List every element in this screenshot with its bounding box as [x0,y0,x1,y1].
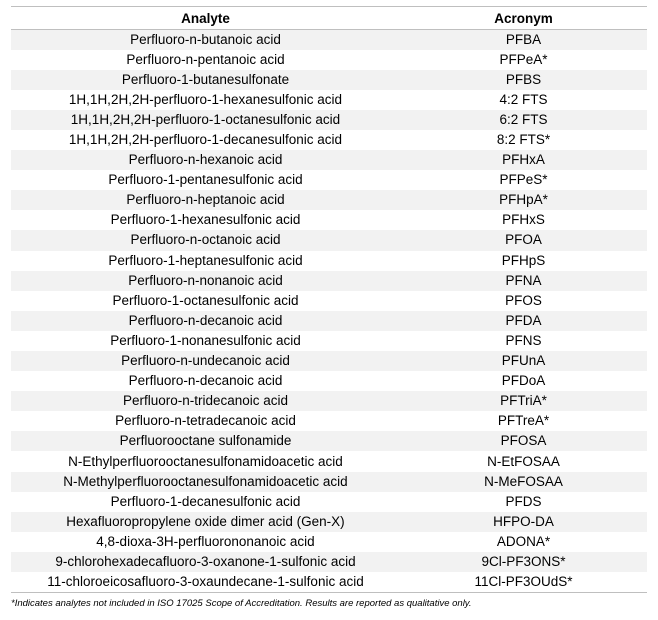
header-acronym: Acronym [400,7,647,30]
analyte-cell: Perfluoro-1-octanesulfonic acid [11,291,400,311]
acronym-cell: 9Cl-PF3ONS* [400,552,647,572]
table-row [11,150,647,170]
table-row [11,190,647,210]
analyte-cell: Perfluoro-1-pentanesulfonic acid [11,170,400,190]
table-row [11,251,647,271]
table-row [11,371,647,391]
acronym-cell: PFHxS [400,210,647,230]
acronym-cell: PFUnA [400,351,647,371]
analyte-cell: 1H,1H,2H,2H-perfluoro-1-octanesulfonic acid [11,110,400,130]
acronym-cell: 6:2 FTS [400,110,647,130]
footnote: *Indicates analytes not included in ISO 17025 Scope of Accreditation. Results are reported as qualitative only. [11,598,472,609]
acronym-cell: PFHxA [400,150,647,170]
analyte-cell: Perfluoro-n-pentanoic acid [11,50,400,70]
analyte-cell: Perfluoro-1-heptanesulfonic acid [11,251,400,271]
acronym-cell: PFDS [400,492,647,512]
table-row [11,170,647,190]
acronym-cell: PFTriA* [400,391,647,411]
acronym-cell: N-MeFOSAA [400,472,647,492]
acronym-cell: PFBA [400,30,647,50]
acronym-cell: PFBS [400,70,647,90]
acronym-cell: HFPO-DA [400,512,647,532]
table-row [11,411,647,431]
header-analyte: Analyte [11,7,400,30]
table-row [11,311,647,331]
table-row [11,50,647,70]
acronym-cell: PFHpS [400,251,647,271]
analyte-cell: 9-chlorohexadecafluoro-3-oxanone-1-sulfonic acid [11,552,400,572]
table-row [11,391,647,411]
table-row [11,291,647,311]
table-row [11,472,647,492]
analyte-cell: Perfluoro-n-tridecanoic acid [11,391,400,411]
analyte-cell: Perfluoro-n-undecanoic acid [11,351,400,371]
acronym-cell: PFTreA* [400,411,647,431]
acronym-cell: PFOS [400,291,647,311]
table-row [11,130,647,150]
analyte-cell: Perfluoro-n-octanoic acid [11,230,400,250]
header-row [11,7,647,30]
acronym-cell: PFDoA [400,371,647,391]
acronym-cell: PFPeS* [400,170,647,190]
table-row [11,230,647,250]
table-row [11,492,647,512]
analyte-cell: N-Ethylperfluorooctanesulfonamidoacetic acid [11,451,400,471]
analyte-cell: Perfluorooctane sulfonamide [11,431,400,451]
acronym-cell: PFOSA [400,431,647,451]
acronym-cell: PFHpA* [400,190,647,210]
acronym-cell: PFPeA* [400,50,647,70]
analyte-cell: 4,8-dioxa-3H-perfluorononanoic acid [11,532,400,552]
analyte-cell: Perfluoro-n-hexanoic acid [11,150,400,170]
table-row [11,110,647,130]
analyte-cell: Hexafluoropropylene oxide dimer acid (Gen-X) [11,512,400,532]
analyte-table [11,6,647,593]
analyte-cell: 1H,1H,2H,2H-perfluoro-1-decanesulfonic acid [11,130,400,150]
acronym-cell: 8:2 FTS* [400,130,647,150]
analyte-cell: Perfluoro-1-decanesulfonic acid [11,492,400,512]
table-header [11,7,647,30]
acronym-cell: 4:2 FTS [400,90,647,110]
acronym-cell: PFOA [400,230,647,250]
analyte-cell: Perfluoro-n-heptanoic acid [11,190,400,210]
table-row [11,331,647,351]
analyte-cell: Perfluoro-n-decanoic acid [11,371,400,391]
table-body [11,30,647,593]
analyte-cell: 1H,1H,2H,2H-perfluoro-1-hexanesulfonic acid [11,90,400,110]
table-row [11,210,647,230]
table-row [11,431,647,451]
analyte-cell: Perfluoro-1-butanesulfonate [11,70,400,90]
table-row [11,351,647,371]
analyte-cell: Perfluoro-1-nonanesulfonic acid [11,331,400,351]
table-row [11,30,647,50]
analyte-cell: Perfluoro-n-decanoic acid [11,311,400,331]
table-row [11,70,647,90]
table-row [11,532,647,552]
acronym-cell: PFNA [400,271,647,291]
analyte-cell: Perfluoro-n-butanoic acid [11,30,400,50]
acronym-cell: PFNS [400,331,647,351]
analyte-cell: Perfluoro-n-nonanoic acid [11,271,400,291]
table-row [11,572,647,592]
analyte-cell: N-Methylperfluorooctanesulfonamidoacetic acid [11,472,400,492]
table-row [11,552,647,572]
acronym-cell: N-EtFOSAA [400,451,647,471]
acronym-cell: 11Cl-PF3OUdS* [400,572,647,592]
table-row [11,90,647,110]
analyte-cell: Perfluoro-1-hexanesulfonic acid [11,210,400,230]
acronym-cell: PFDA [400,311,647,331]
table-row [11,512,647,532]
table-row [11,271,647,291]
analyte-cell: Perfluoro-n-tetradecanoic acid [11,411,400,431]
table-row [11,451,647,471]
analyte-cell: 11-chloroeicosafluoro-3-oxaundecane-1-sulfonic acid [11,572,400,592]
acronym-cell: ADONA* [400,532,647,552]
